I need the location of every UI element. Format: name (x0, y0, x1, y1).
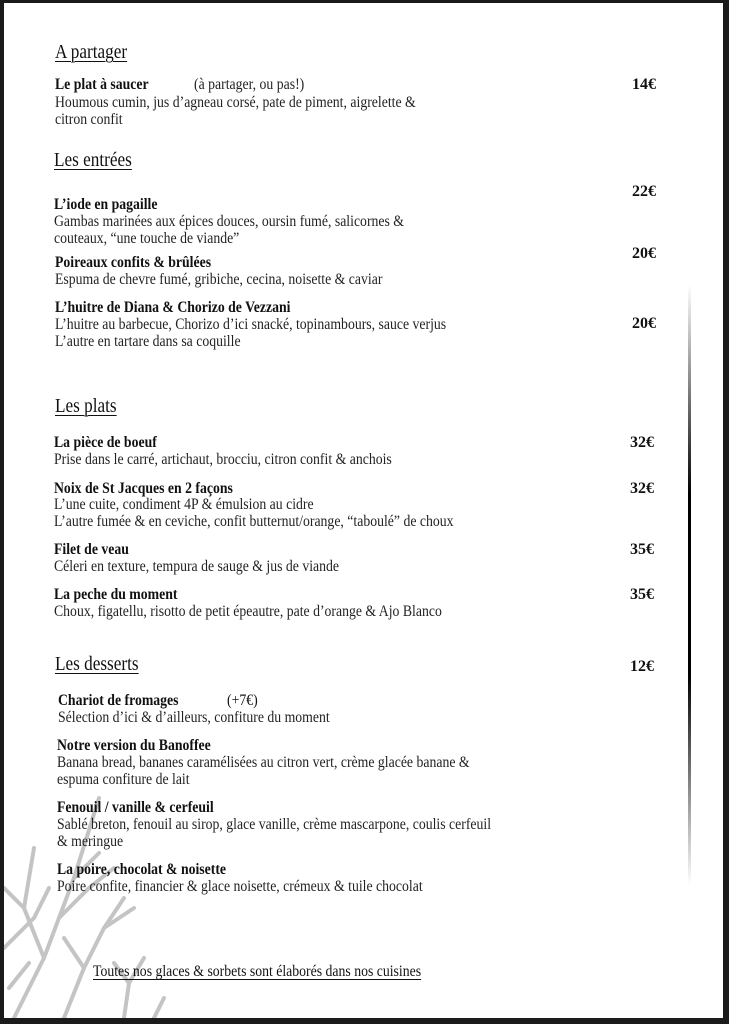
dish-desc: Poire confite, financier & glace noisette, crémeux & tuile chocolat (57, 878, 423, 895)
dish-price: 35€ (630, 586, 654, 603)
dish-desc: couteaux, “une touche de viande” (54, 230, 240, 247)
dish-desc: Choux, figatellu, risotto de petit épeautre, pate d’orange & Ajo Blanco (54, 603, 442, 620)
dish-name: L’huitre de Diana & Chorizo de Vezzani (55, 299, 291, 316)
dish-price: 32€ (630, 434, 654, 451)
dish-price: 20€ (632, 245, 656, 262)
dish-desc: Prise dans le carré, artichaut, brocciu, citron confit & anchois (54, 451, 392, 468)
dish-desc: Sélection d’ici & d’ailleurs, confiture du moment (58, 709, 330, 726)
dish-name: La pièce de boeuf (54, 434, 157, 451)
dish-desc: Céleri en texture, tempura de sauge & jus de viande (54, 558, 340, 575)
dish-price: 22€ (632, 183, 656, 200)
dish-desc: L’huitre au barbecue, Chorizo d’ici snacké, topinambours, sauce verjus (55, 316, 447, 333)
menu-page (4, 3, 723, 1018)
dish-desc: Espuma de chevre fumé, gribiche, cecina, noisette & caviar (55, 271, 383, 288)
dish-name: Noix de St Jacques en 2 façons (54, 480, 233, 497)
dish-desc: Sablé breton, fenouil au sirop, glace vanille, crème mascarpone, coulis cerfeuil (57, 816, 492, 833)
section-title-partager: A partager (55, 41, 128, 63)
dish-name: La poire, chocolat & noisette (57, 861, 227, 878)
section-title-entrees: Les entrées (54, 149, 132, 171)
dish-desc: L’autre fumée & en ceviche, confit butternut/orange, “taboulé” de choux (54, 513, 454, 530)
dish-desc: Houmous cumin, jus d’agneau corsé, pate de piment, aigrelette & (55, 94, 416, 111)
dish-price: 20€ (632, 315, 656, 332)
dish-name: L’iode en pagaille (54, 196, 158, 213)
dish-desc: Banana bread, bananes caramélisées au citron vert, crème glacée banane & (57, 754, 470, 771)
dish-price: 14€ (632, 76, 656, 93)
dish-name: Chariot de fromages (58, 692, 179, 709)
section-title-desserts: Les desserts (55, 653, 139, 675)
dish-name: La peche du moment (54, 586, 178, 603)
footer-note: Toutes nos glaces & sorbets sont élaborés dans nos cuisines (93, 963, 422, 980)
dish-price: 35€ (630, 541, 654, 558)
desserts-price: 12€ (630, 658, 654, 675)
decorative-vertical-line (688, 285, 691, 885)
dish-name: Poireaux confits & brûlées (55, 254, 212, 271)
dish-desc: Gambas marinées aux épices douces, oursin fumé, salicornes & (54, 213, 405, 230)
dish-desc: L’une cuite, condiment 4P & émulsion au cidre (54, 496, 314, 513)
dish-name: Filet de veau (54, 541, 129, 558)
dish-desc: L’autre en tartare dans sa coquille (55, 333, 241, 350)
dish-note: (à partager, ou pas!) (194, 76, 305, 93)
dish-price: 32€ (630, 480, 654, 497)
dish-desc: citron confit (55, 111, 123, 128)
dish-name: Notre version du Banoffee (57, 737, 211, 754)
dish-desc: espuma confiture de lait (57, 771, 190, 788)
dish-note: (+7€) (227, 692, 258, 709)
dish-name: Le plat à saucer (55, 76, 149, 93)
section-title-plats: Les plats (55, 395, 117, 417)
dish-desc: & meringue (57, 833, 124, 850)
dish-name: Fenouil / vanille & cerfeuil (57, 799, 214, 816)
